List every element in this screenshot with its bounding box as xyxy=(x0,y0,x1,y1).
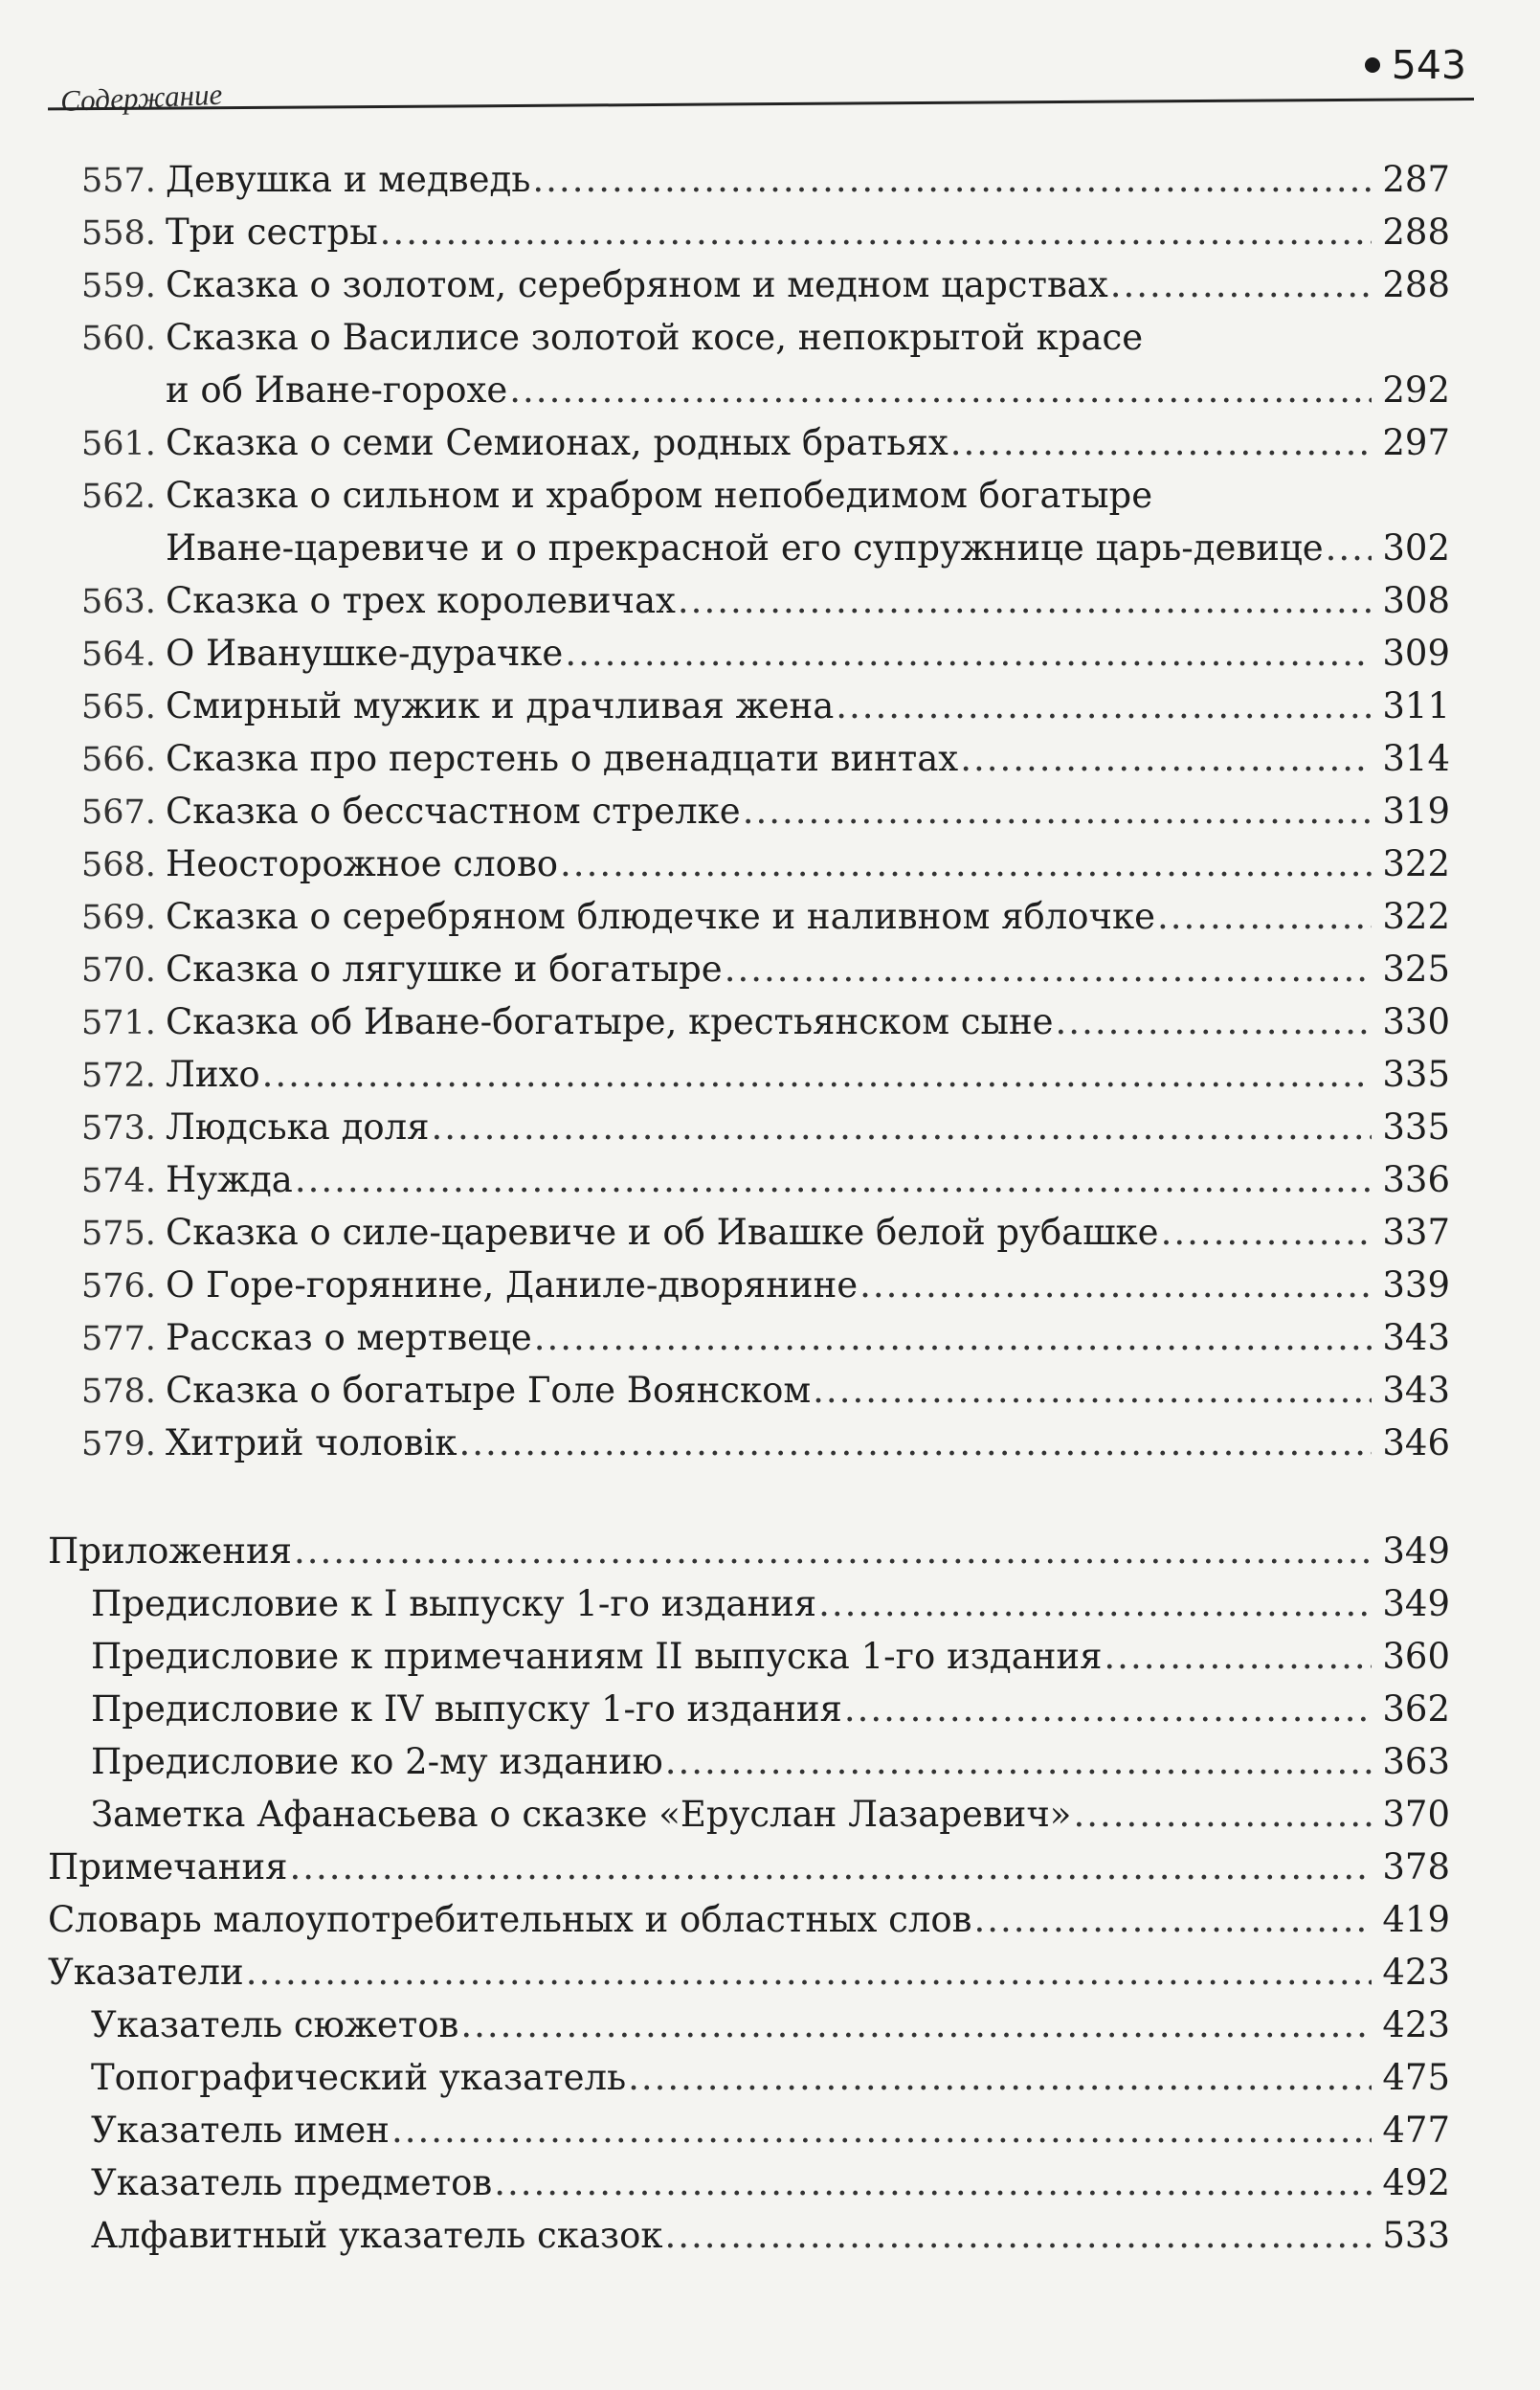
toc-entry xyxy=(81,416,1450,469)
toc-section xyxy=(48,1946,1450,1999)
toc-entry xyxy=(81,995,1450,1048)
entry-title-wrap xyxy=(166,1364,1450,1417)
entry-line xyxy=(166,1259,1450,1311)
leader-dots xyxy=(1157,890,1372,943)
leader-dots xyxy=(295,1153,1372,1206)
entry-title: Сказка о силе-царевиче и об Ивашке белой рубашке xyxy=(165,1212,1159,1253)
entry-page: 370 xyxy=(1382,1794,1450,1835)
entry-page: 363 xyxy=(1382,1741,1450,1782)
entry-title: Три сестры xyxy=(165,212,378,253)
leader-dots xyxy=(665,2209,1373,2262)
leader-dots xyxy=(380,206,1372,258)
toc-section xyxy=(48,1893,1450,1946)
entry-title-wrap xyxy=(166,943,1450,995)
entry-title-wrap xyxy=(166,469,1450,574)
entry-title: Сказка о богатыре Голе Воянском xyxy=(165,1370,812,1411)
leader-dots xyxy=(565,627,1372,680)
entry-number: 563. xyxy=(81,583,156,621)
toc-entry xyxy=(81,258,1450,311)
toc-entry xyxy=(81,732,1450,785)
leader-dots xyxy=(289,1841,1372,1893)
entry-title-wrap xyxy=(166,1206,1450,1259)
entry-title-wrap xyxy=(166,574,1450,627)
leader-dots xyxy=(509,364,1372,416)
entry-line xyxy=(166,1101,1450,1153)
entry-line xyxy=(166,627,1450,680)
toc-entry xyxy=(81,1417,1450,1469)
entry-title: Лихо xyxy=(165,1054,260,1095)
entry-number: 564. xyxy=(81,636,156,674)
entry-title: Приложения xyxy=(48,1530,292,1572)
entry-title: Примечания xyxy=(48,1846,288,1887)
entry-page: 314 xyxy=(1382,738,1450,779)
entry-page: 322 xyxy=(1382,843,1450,884)
toc-entry xyxy=(81,153,1450,206)
entry-title-wrap xyxy=(166,732,1450,785)
entry-number: 574. xyxy=(81,1162,156,1200)
entry-title: Сказка о лягушке и богатыре xyxy=(165,949,723,990)
entry-number: 565. xyxy=(81,688,156,726)
leader-dots xyxy=(628,2051,1372,2104)
entry-page: 475 xyxy=(1382,2057,1450,2098)
entry-number: 562. xyxy=(81,478,156,516)
entry-line xyxy=(166,522,1450,574)
page-header xyxy=(48,29,1474,119)
entry-page: 335 xyxy=(1382,1054,1450,1095)
leader-dots xyxy=(743,785,1372,838)
entry-number: 568. xyxy=(81,846,156,884)
entry-title: Сказка про перстень о двенадцати винтах xyxy=(165,738,959,779)
entry-title-wrap xyxy=(166,1048,1450,1101)
toc-entry xyxy=(81,1048,1450,1101)
entry-number: 576. xyxy=(81,1267,156,1306)
entry-number: 573. xyxy=(81,1109,156,1148)
entry-title: Предисловие к I выпуску 1-го издания xyxy=(91,1583,817,1624)
leader-dots xyxy=(973,1893,1372,1946)
entry-title-wrap xyxy=(166,153,1450,206)
leader-dots xyxy=(665,1735,1372,1788)
entry-page: 343 xyxy=(1382,1317,1450,1358)
entry-title: Нужда xyxy=(165,1159,293,1200)
toc-subentry xyxy=(48,2209,1450,2262)
leader-dots xyxy=(1161,1206,1372,1259)
toc-entry xyxy=(81,1311,1450,1364)
entry-line xyxy=(166,574,1450,627)
entry-line xyxy=(166,1206,1450,1259)
leader-dots xyxy=(460,1999,1372,2051)
entry-line xyxy=(166,153,1450,206)
entry-title: Указатель имен xyxy=(91,2110,390,2151)
leader-dots xyxy=(1056,995,1372,1048)
leader-dots xyxy=(494,2156,1372,2209)
entry-title-wrap xyxy=(166,311,1450,416)
leader-dots xyxy=(391,2104,1372,2156)
leader-dots xyxy=(960,732,1372,785)
entry-line xyxy=(166,1311,1450,1364)
entry-number: 567. xyxy=(81,793,156,832)
entry-title: Людська доля xyxy=(165,1106,430,1148)
entry-page: 423 xyxy=(1382,1952,1450,1993)
entry-title-wrap xyxy=(166,680,1450,732)
entry-page: 288 xyxy=(1382,212,1450,253)
toc-subentry xyxy=(48,2156,1450,2209)
entry-page: 325 xyxy=(1382,949,1450,990)
leader-dots xyxy=(560,838,1372,890)
entry-title: Девушка и медведь xyxy=(165,159,531,200)
entry-title: Словарь малоупотребительных и областных слов xyxy=(48,1899,972,1940)
entry-line xyxy=(166,838,1450,890)
entry-line xyxy=(166,416,1450,469)
leader-dots xyxy=(432,1101,1372,1153)
entry-page: 349 xyxy=(1382,1530,1450,1572)
entry-page: 378 xyxy=(1382,1846,1450,1887)
leader-dots xyxy=(534,1311,1372,1364)
entry-title: Сказка о золотом, серебряном и медном царствах xyxy=(165,264,1108,305)
entry-page: 319 xyxy=(1382,791,1450,832)
entry-number: 560. xyxy=(81,320,156,358)
entry-number: 570. xyxy=(81,951,156,990)
entry-line xyxy=(166,1417,1450,1469)
entry-page: 308 xyxy=(1382,580,1450,621)
toc-entry xyxy=(81,1101,1450,1153)
toc-subentry xyxy=(48,1735,1450,1788)
leader-dots xyxy=(950,416,1372,469)
entry-number: 566. xyxy=(81,741,156,779)
tales-list xyxy=(81,153,1450,1469)
leader-dots xyxy=(294,1525,1372,1577)
entry-page: 477 xyxy=(1382,2110,1450,2151)
entry-line xyxy=(166,1364,1450,1417)
toc-entry xyxy=(81,1259,1450,1311)
leader-dots xyxy=(813,1364,1372,1417)
entry-page: 330 xyxy=(1382,1001,1450,1042)
toc-entry xyxy=(81,1364,1450,1417)
entry-page: 311 xyxy=(1382,685,1450,726)
toc-entry xyxy=(81,785,1450,838)
entry-page: 349 xyxy=(1382,1583,1450,1624)
entry-title-wrap xyxy=(166,206,1450,258)
toc-entry xyxy=(81,1206,1450,1259)
entry-title-wrap xyxy=(166,258,1450,311)
table-of-contents xyxy=(0,153,1540,2262)
leader-dots xyxy=(725,943,1372,995)
entry-title: Сказка о семи Семионах, родных братьях xyxy=(165,422,949,463)
toc-entry xyxy=(81,1153,1450,1206)
toc-entry xyxy=(81,206,1450,258)
entry-title: Предисловие к IV выпуску 1-го издания xyxy=(91,1688,842,1730)
entry-page: 292 xyxy=(1382,369,1450,411)
entry-title-wrap xyxy=(166,1311,1450,1364)
entry-number: 575. xyxy=(81,1215,156,1253)
header-rule xyxy=(48,98,1474,110)
page-number: 543 xyxy=(1391,42,1466,88)
toc-entry xyxy=(81,469,1450,574)
entry-page: 360 xyxy=(1382,1636,1450,1677)
entry-page: 302 xyxy=(1382,527,1450,569)
leader-dots xyxy=(818,1577,1372,1630)
entry-title: Заметка Афанасьева о сказке «Еруслан Лазаревич» xyxy=(91,1794,1072,1835)
entry-title: Неосторожное слово xyxy=(165,843,559,884)
toc-subentry xyxy=(48,1999,1450,2051)
leader-dots xyxy=(262,1048,1372,1101)
leader-dots xyxy=(836,680,1372,732)
entry-page: 288 xyxy=(1382,264,1450,305)
entry-line xyxy=(166,890,1450,943)
entry-page: 492 xyxy=(1382,2162,1450,2203)
leader-dots xyxy=(1073,1788,1372,1841)
entry-number: 569. xyxy=(81,899,156,937)
entry-line xyxy=(166,943,1450,995)
entry-page: 419 xyxy=(1382,1899,1450,1940)
entry-title: Смирный мужик и драчливая жена xyxy=(165,685,835,726)
leader-dots xyxy=(1326,522,1372,574)
entry-page: 337 xyxy=(1382,1212,1450,1253)
toc-entry xyxy=(81,890,1450,943)
entry-number: 578. xyxy=(81,1373,156,1411)
entry-line xyxy=(166,469,1450,522)
entry-number: 571. xyxy=(81,1004,156,1042)
entry-title: О Горе-горянине, Даниле-дворянине xyxy=(165,1264,859,1306)
toc-entry xyxy=(81,627,1450,680)
leader-dots xyxy=(458,1417,1372,1469)
entry-title: Указатель сюжетов xyxy=(91,2004,459,2045)
entry-title: Топографический указатель xyxy=(91,2057,627,2098)
entry-page: 336 xyxy=(1382,1159,1450,1200)
entry-title-wrap xyxy=(166,1417,1450,1469)
toc-entry xyxy=(81,680,1450,732)
entry-title: и об Иване-горохе xyxy=(165,369,508,411)
toc-section xyxy=(48,1525,1450,1577)
toc-subentry xyxy=(48,1630,1450,1683)
entry-line xyxy=(166,995,1450,1048)
entry-number: 557. xyxy=(81,162,156,200)
toc-subentry xyxy=(48,1683,1450,1735)
entry-page: 322 xyxy=(1382,896,1450,937)
entry-page: 287 xyxy=(1382,159,1450,200)
entry-title-wrap xyxy=(166,1101,1450,1153)
entry-line xyxy=(166,1153,1450,1206)
entry-number: 577. xyxy=(81,1320,156,1358)
entry-line xyxy=(166,1048,1450,1101)
leader-dots xyxy=(246,1946,1372,1999)
entry-number: 572. xyxy=(81,1057,156,1095)
entry-title-wrap xyxy=(166,995,1450,1048)
leader-dots xyxy=(532,153,1372,206)
entry-title: Предисловие к примечаниям II выпуска 1-го издания xyxy=(91,1636,1103,1677)
toc-entry xyxy=(81,943,1450,995)
leader-dots xyxy=(678,574,1372,627)
toc-entry xyxy=(81,838,1450,890)
entry-title: Предисловие ко 2-му изданию xyxy=(91,1741,663,1782)
toc-subentry xyxy=(48,1788,1450,1841)
entry-title: Сказка об Иване-богатыре, крестьянском сыне xyxy=(165,1001,1054,1042)
entry-line xyxy=(166,258,1450,311)
toc-subentry xyxy=(48,2051,1450,2104)
entry-title: Алфавитный указатель сказок xyxy=(91,2215,663,2256)
entry-page: 309 xyxy=(1382,633,1450,674)
entry-title-wrap xyxy=(166,627,1450,680)
entry-title: О Иванушке-дурачке xyxy=(165,633,564,674)
entry-title: Сказка о серебряном блюдечке и наливном яблочке xyxy=(165,896,1155,937)
entry-page: 297 xyxy=(1382,422,1450,463)
entry-line xyxy=(166,206,1450,258)
entry-line xyxy=(166,680,1450,732)
entry-title: Указатель предметов xyxy=(91,2162,493,2203)
leader-dots xyxy=(859,1259,1372,1311)
entry-title-wrap xyxy=(166,1259,1450,1311)
entry-number: 559. xyxy=(81,267,156,305)
entry-page: 335 xyxy=(1382,1106,1450,1148)
toc-entry xyxy=(81,574,1450,627)
leader-dots xyxy=(1104,1630,1372,1683)
entry-number: 558. xyxy=(81,214,156,253)
running-title: Содержание xyxy=(59,77,223,119)
bullet-icon xyxy=(1365,57,1380,73)
entry-title: Указатели xyxy=(48,1952,244,1993)
entry-title-wrap xyxy=(166,785,1450,838)
entry-line xyxy=(166,732,1450,785)
entry-title-wrap xyxy=(166,1153,1450,1206)
leader-dots xyxy=(1110,258,1372,311)
entry-page: 533 xyxy=(1382,2215,1450,2256)
entry-page: 362 xyxy=(1382,1688,1450,1730)
entry-title: Иване-царевиче и о прекрасной его супружнице царь-девице xyxy=(165,527,1324,569)
toc-subentry xyxy=(48,2104,1450,2156)
entry-title-wrap xyxy=(166,838,1450,890)
entry-page: 346 xyxy=(1382,1422,1450,1463)
entry-title: Сказка о трех королевичах xyxy=(165,580,676,621)
entry-page: 343 xyxy=(1382,1370,1450,1411)
entry-title-wrap xyxy=(166,416,1450,469)
appendix-list xyxy=(48,1525,1450,2262)
entry-page: 423 xyxy=(1382,2004,1450,2045)
entry-title: Сказка о бессчастном стрелке xyxy=(165,791,741,832)
toc-subentry xyxy=(48,1577,1450,1630)
entry-number: 561. xyxy=(81,425,156,463)
toc-entry xyxy=(81,311,1450,416)
entry-number: 579. xyxy=(81,1425,156,1463)
entry-line xyxy=(166,311,1450,364)
entry-title: Хитрий чоловiк xyxy=(165,1422,458,1463)
page-number-block xyxy=(1365,42,1466,88)
entry-title: Сказка о сильном и храбром непобедимом богатыре xyxy=(165,475,1153,516)
entry-title: Рассказ о мертвеце xyxy=(165,1317,532,1358)
entry-line xyxy=(166,785,1450,838)
entry-title-wrap xyxy=(166,890,1450,943)
toc-section xyxy=(48,1841,1450,1893)
entry-line xyxy=(166,364,1450,416)
entry-page: 339 xyxy=(1382,1264,1450,1306)
entry-title: Сказка о Василисе золотой косе, непокрытой красе xyxy=(165,317,1144,358)
leader-dots xyxy=(844,1683,1372,1735)
